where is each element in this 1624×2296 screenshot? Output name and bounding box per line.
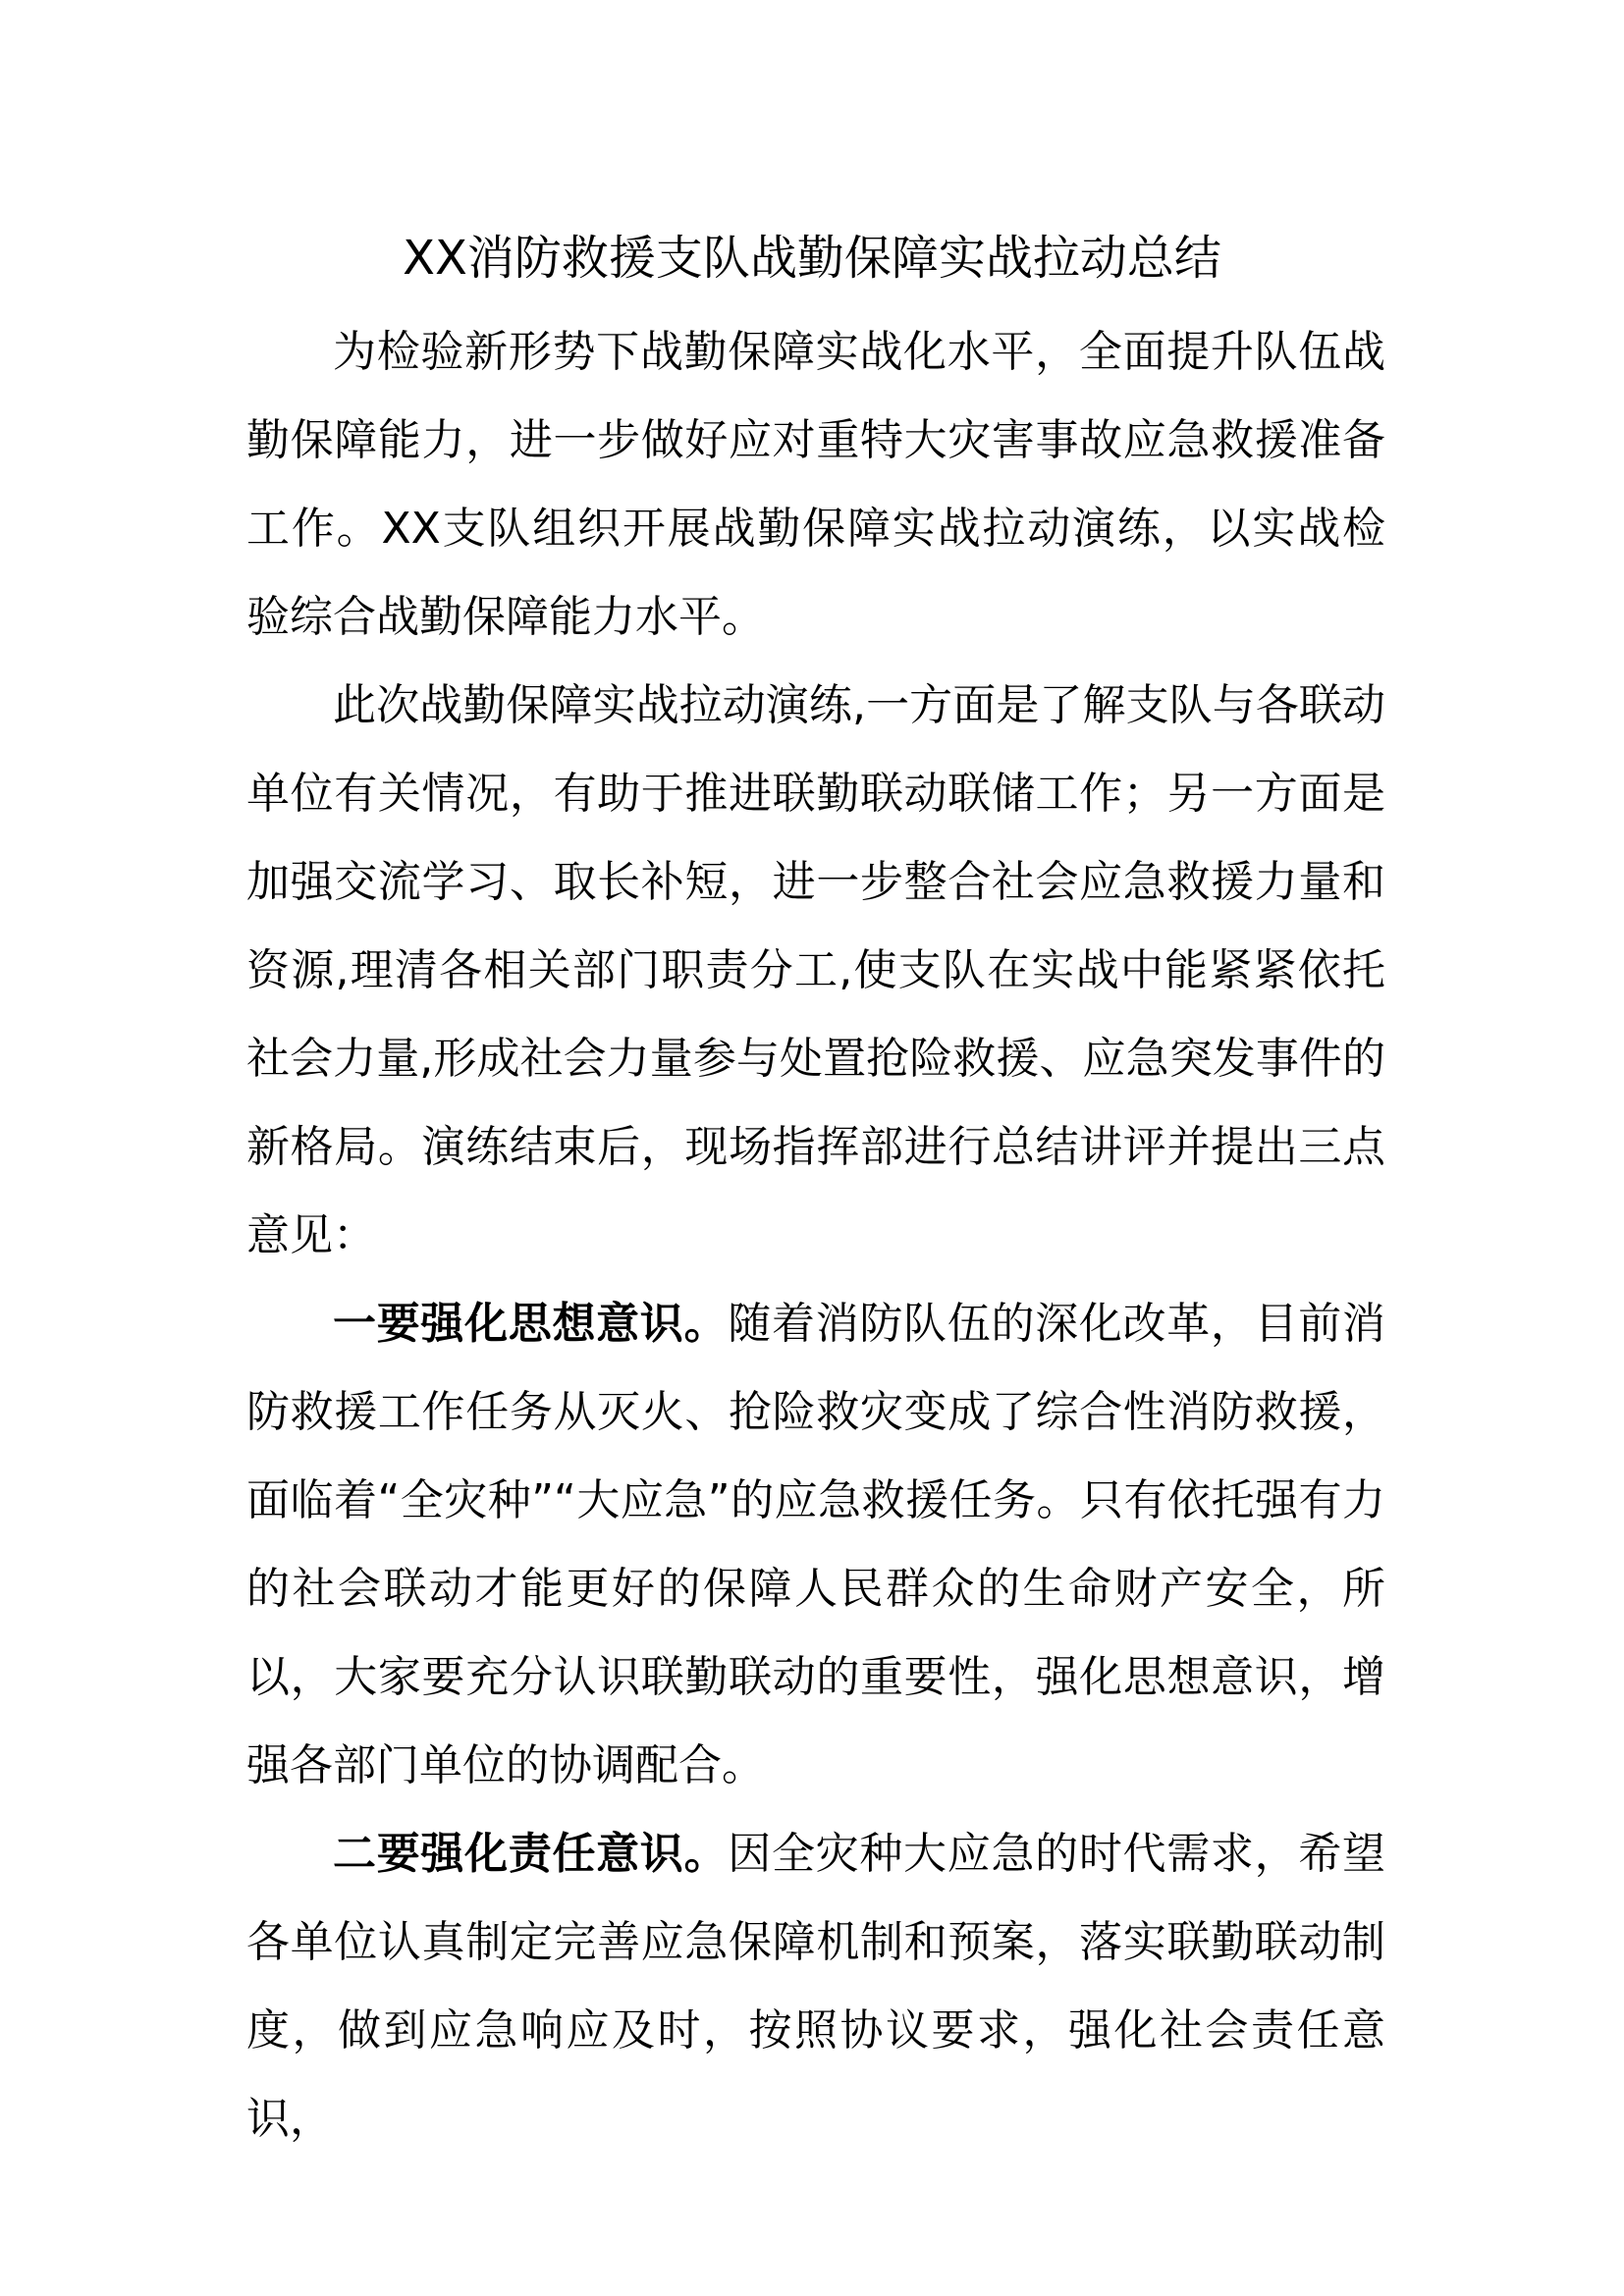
paragraph-text: 此次战勤保障实战拉动演练,一方面是了解支队与各联动单位有关情况，有助于推进联勤联动联储工作；另一方面是加强交流学习、取长补短，进一步整合社会应急救援力量和资源,理清各相关部门职责分工,使支队在实战中能紧紧依托社会力量,形成社会力量参与处置抢险救援、应急突发事件的新格局。演练结束后，现场指挥部进行总结讲评并提出三点意见： <box>246 680 1385 1260</box>
document-title: XX消防救援支队战勤保障实战拉动总结 <box>403 231 1221 286</box>
paragraph-lead: 二要强化责任意识。 <box>333 1829 729 1879</box>
paragraph-text: 因全灾种大应急的时代需求，希望各单位认真制定完善应急保障机制和预案，落实联勤联动制度，做到应急响应及时，按照协议要求，强化社会责任意识， <box>246 1829 1386 2144</box>
paragraph-text: 为检验新形势下战勤保障实战化水平，全面提升队伍战勤保障能力，进一步做好应对重特大灾害事故应急救援准备工作。XX支队组织开展战勤保障实战拉动演练，以实战检验综合战勤保障能力水平。 <box>246 327 1385 642</box>
paragraph-point-two <box>246 1810 1385 2163</box>
paragraph-text: 随着消防队伍的深化改革，目前消防救援工作任务从灭火、抢险救灾变成了综合性消防救援，面临着“全灾种”“大应急”的应急救援任务。只有依托强有力的社会联动才能更好的保障人民群众的生命财产安全，所以，大家要充分认识联勤联动的重要性，强化思想意识，增强各部门单位的协调配合。 <box>246 1299 1386 1790</box>
paragraph-point-one <box>246 1280 1385 1810</box>
paragraph-drill-purpose <box>246 662 1385 1280</box>
document-body <box>246 308 1385 2163</box>
paragraph-lead: 一要强化思想意识。 <box>333 1299 729 1349</box>
paragraph-intro <box>246 308 1385 662</box>
